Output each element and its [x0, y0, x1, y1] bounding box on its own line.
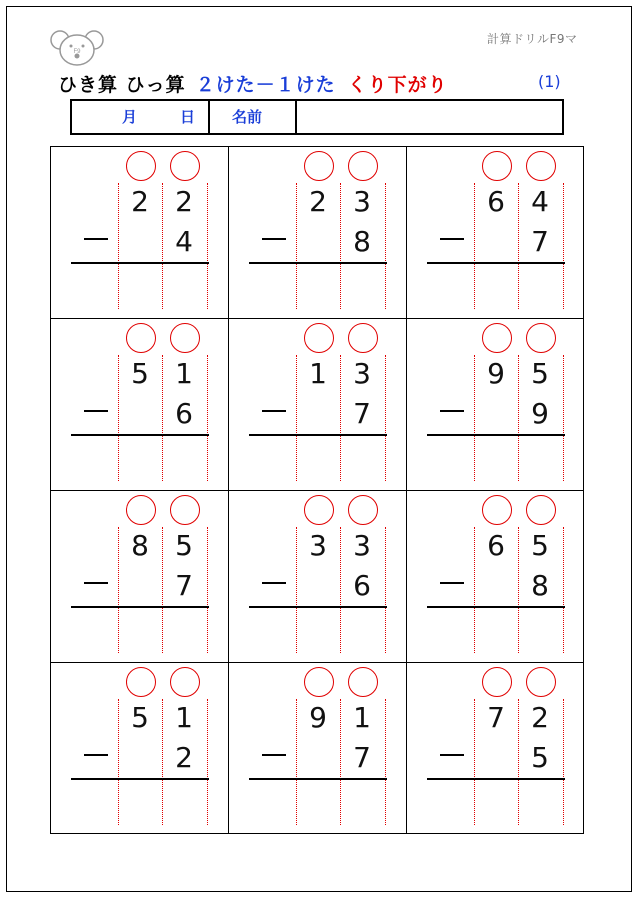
minuend-ones-digit: 5: [175, 529, 193, 562]
borrow-circle-tens[interactable]: [304, 151, 334, 181]
day-label: 日: [180, 108, 196, 126]
problem-cell: [407, 147, 585, 319]
minus-sign: [262, 410, 286, 412]
minuend-ones-digit: 1: [353, 701, 371, 734]
minuend-ones-digit: 5: [531, 357, 549, 390]
borrow-circle-ones[interactable]: [526, 667, 556, 697]
answer-area[interactable]: [475, 265, 563, 309]
divider: [208, 101, 210, 133]
answer-area[interactable]: [119, 781, 207, 825]
borrow-circle-ones[interactable]: [526, 323, 556, 353]
answer-line: [249, 778, 387, 780]
divider: [295, 101, 297, 133]
minus-sign: [262, 238, 286, 240]
answer-line: [71, 434, 209, 436]
answer-area[interactable]: [297, 609, 385, 653]
borrow-circle-tens[interactable]: [126, 495, 156, 525]
answer-area[interactable]: [297, 265, 385, 309]
answer-area[interactable]: [297, 437, 385, 481]
borrow-circle-tens[interactable]: [482, 667, 512, 697]
minuend-tens-digit: 2: [131, 185, 149, 218]
subtrahend-digit: 7: [531, 225, 549, 258]
page-title: [58, 70, 448, 97]
borrow-circle-ones[interactable]: [170, 495, 200, 525]
minus-sign: [440, 410, 464, 412]
borrow-circle-ones[interactable]: [348, 667, 378, 697]
borrow-circle-ones[interactable]: [526, 495, 556, 525]
borrow-circle-tens[interactable]: [304, 667, 334, 697]
svg-text:F9: F9: [73, 49, 81, 55]
problem-cell: [229, 663, 407, 835]
borrow-circle-tens[interactable]: [126, 151, 156, 181]
minuend-tens-digit: 1: [309, 357, 327, 390]
column-guide-line: [385, 183, 386, 309]
minuend-ones-digit: 3: [353, 185, 371, 218]
answer-line: [249, 434, 387, 436]
subtrahend-digit: 2: [175, 741, 193, 774]
minus-sign: [84, 754, 108, 756]
minuend-tens-digit: 3: [309, 529, 327, 562]
answer-area[interactable]: [297, 781, 385, 825]
answer-area[interactable]: [119, 609, 207, 653]
column-guide-line: [563, 527, 564, 653]
borrow-circle-tens[interactable]: [482, 495, 512, 525]
answer-line: [249, 262, 387, 264]
borrow-circle-tens[interactable]: [126, 667, 156, 697]
subtrahend-digit: 5: [531, 741, 549, 774]
title-digits: ２けた－１けた: [195, 74, 336, 96]
problem-cell: [407, 663, 585, 835]
minus-sign: [84, 410, 108, 412]
column-guide-line: [385, 527, 386, 653]
borrow-circle-tens[interactable]: [482, 151, 512, 181]
minus-sign: [440, 754, 464, 756]
title-operation: ひき算 ひっ算: [58, 74, 186, 96]
borrow-circle-ones[interactable]: [526, 151, 556, 181]
minuend-tens-digit: 6: [487, 185, 505, 218]
subtrahend-digit: 4: [175, 225, 193, 258]
minuend-ones-digit: 3: [353, 529, 371, 562]
answer-line: [427, 262, 565, 264]
minuend-tens-digit: 9: [487, 357, 505, 390]
minuend-tens-digit: 5: [131, 357, 149, 390]
subtrahend-digit: 8: [531, 569, 549, 602]
minuend-ones-digit: 4: [531, 185, 549, 218]
problem-cell: [51, 663, 229, 835]
column-guide-line: [563, 355, 564, 481]
borrow-circle-ones[interactable]: [170, 667, 200, 697]
borrow-circle-ones[interactable]: [170, 151, 200, 181]
minuend-ones-digit: 5: [531, 529, 549, 562]
borrow-circle-ones[interactable]: [348, 495, 378, 525]
borrow-circle-ones[interactable]: [348, 151, 378, 181]
subtrahend-digit: 8: [353, 225, 371, 258]
problem-cell: [407, 491, 585, 663]
minus-sign: [84, 238, 108, 240]
column-guide-line: [207, 699, 208, 825]
minuend-tens-digit: 5: [131, 701, 149, 734]
brand-label: 計算ドリルF9マ: [487, 32, 578, 46]
subtrahend-digit: 6: [175, 397, 193, 430]
minus-sign: [440, 238, 464, 240]
minuend-tens-digit: 8: [131, 529, 149, 562]
column-guide-line: [207, 527, 208, 653]
minus-sign: [262, 582, 286, 584]
column-guide-line: [563, 699, 564, 825]
minuend-ones-digit: 3: [353, 357, 371, 390]
month-label: 月: [122, 108, 138, 126]
answer-line: [71, 606, 209, 608]
minus-sign: [84, 582, 108, 584]
name-label: 名前: [232, 108, 263, 126]
problem-cell: [229, 147, 407, 319]
problem-cell: [229, 491, 407, 663]
subtrahend-digit: 7: [175, 569, 193, 602]
answer-area[interactable]: [475, 781, 563, 825]
minuend-tens-digit: 6: [487, 529, 505, 562]
column-guide-line: [385, 699, 386, 825]
column-guide-line: [207, 183, 208, 309]
name-date-bar: [70, 99, 564, 135]
answer-line: [71, 778, 209, 780]
answer-area[interactable]: [475, 437, 563, 481]
subtrahend-digit: 9: [531, 397, 549, 430]
minus-sign: [440, 582, 464, 584]
borrow-circle-tens[interactable]: [482, 323, 512, 353]
minus-sign: [262, 754, 286, 756]
answer-line: [427, 434, 565, 436]
mouse-logo-icon: [50, 28, 104, 68]
minuend-tens-digit: 2: [309, 185, 327, 218]
problem-grid: [50, 146, 584, 834]
borrow-circle-tens[interactable]: [304, 495, 334, 525]
answer-line: [427, 778, 565, 780]
subtrahend-digit: 6: [353, 569, 371, 602]
name-field[interactable]: [298, 101, 560, 133]
borrow-circle-ones[interactable]: [348, 323, 378, 353]
minuend-ones-digit: 2: [531, 701, 549, 734]
problem-cell: [51, 147, 229, 319]
answer-area[interactable]: [475, 609, 563, 653]
answer-line: [427, 606, 565, 608]
column-guide-line: [385, 355, 386, 481]
answer-area[interactable]: [119, 265, 207, 309]
problem-cell: [229, 319, 407, 491]
sheet-number: (1): [538, 72, 561, 91]
column-guide-line: [207, 355, 208, 481]
answer-line: [71, 262, 209, 264]
column-guide-line: [563, 183, 564, 309]
answer-area[interactable]: [119, 437, 207, 481]
borrow-circle-ones[interactable]: [170, 323, 200, 353]
minuend-tens-digit: 7: [487, 701, 505, 734]
borrow-circle-tens[interactable]: [126, 323, 156, 353]
minuend-ones-digit: 1: [175, 701, 193, 734]
problem-cell: [51, 491, 229, 663]
subtrahend-digit: 7: [353, 397, 371, 430]
subtrahend-digit: 7: [353, 741, 371, 774]
minuend-ones-digit: 1: [175, 357, 193, 390]
title-borrow: くり下がり: [347, 74, 448, 96]
problem-cell: [407, 319, 585, 491]
answer-line: [249, 606, 387, 608]
borrow-circle-tens[interactable]: [304, 323, 334, 353]
minuend-tens-digit: 9: [309, 701, 327, 734]
problem-cell: [51, 319, 229, 491]
minuend-ones-digit: 2: [175, 185, 193, 218]
